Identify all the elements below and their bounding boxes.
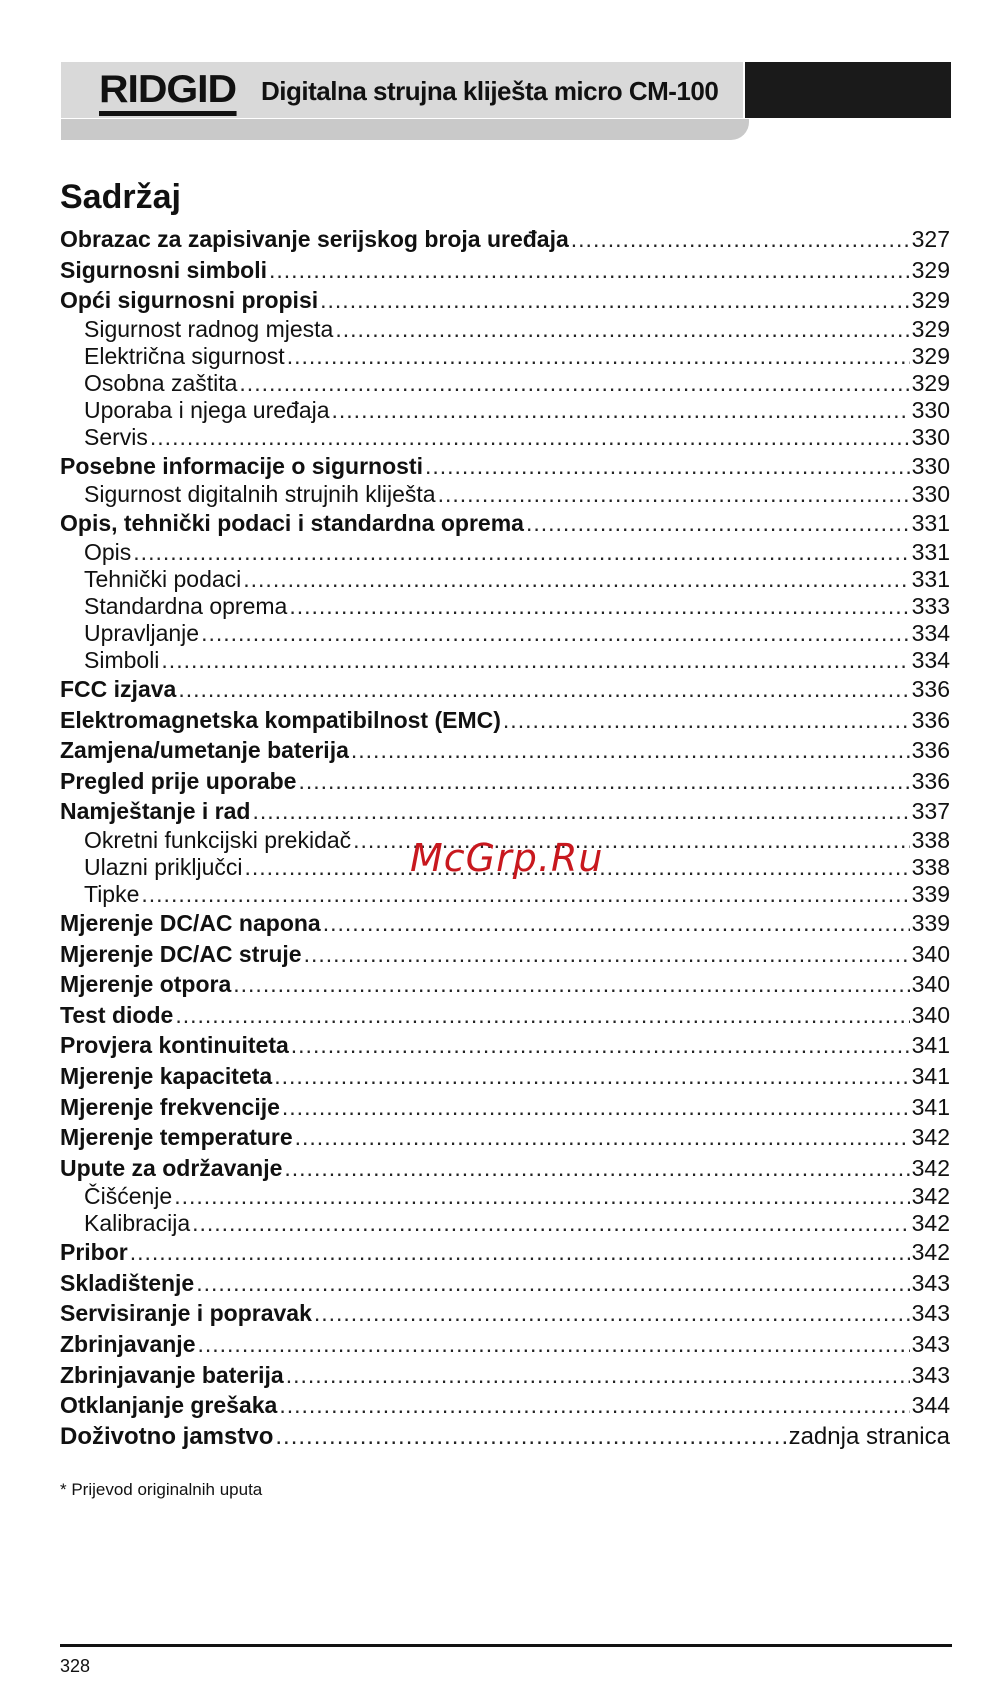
- toc-entry-page: 329: [911, 342, 950, 369]
- toc-entry-page: 342: [911, 1183, 950, 1210]
- toc-entry-page: 340: [911, 971, 950, 998]
- toc-entry-label: Namještanje i rad: [60, 798, 251, 825]
- toc-leader-dots: [351, 735, 910, 766]
- toc-entry[interactable]: [60, 620, 950, 647]
- toc-leader-dots: [233, 969, 909, 1000]
- toc-entry[interactable]: [60, 481, 950, 508]
- toc-entry-page: 336: [911, 767, 950, 794]
- toc-leader-dots: [287, 343, 910, 370]
- toc-entry-label: Zbrinjavanje: [60, 1331, 196, 1358]
- toc-entry-page: 331: [911, 510, 950, 537]
- toc-entry[interactable]: [60, 424, 950, 451]
- toc-entry-label: Ulazni priključci: [84, 853, 243, 880]
- toc-entry-label: Doživotno jamstvo: [60, 1422, 274, 1450]
- ridgid-logo: RIDGID: [99, 71, 236, 116]
- page-header: [61, 62, 951, 118]
- toc-entry-label: Sigurnost digitalnih strujnih kliješta: [84, 481, 436, 508]
- toc-entry-page: 341: [911, 1062, 950, 1089]
- toc-entry-label: Posebne informacije o sigurnosti: [60, 452, 423, 479]
- toc-leader-dots: [571, 224, 910, 255]
- toc-entry-label: Servis: [84, 423, 148, 450]
- toc-entry-page: 343: [911, 1331, 950, 1358]
- toc-entry-label: Obrazac za zapisivanje serijskog broja uređaja: [60, 226, 569, 252]
- toc-entry-label: Test diode: [60, 1001, 174, 1028]
- toc-entry-label: Zbrinjavanje baterija: [60, 1361, 284, 1388]
- toc-entry-page: 336: [911, 737, 950, 764]
- toc-leader-dots: [130, 1237, 910, 1268]
- toc-entry[interactable]: [60, 255, 950, 286]
- toc-entry-page: 343: [911, 1269, 950, 1296]
- toc-entry-page: 339: [911, 909, 950, 936]
- toc-entry-label: Električna sigurnost: [84, 342, 285, 369]
- toc-entry-page: 341: [911, 1032, 950, 1059]
- toc-entry-label: Pregled prije uporabe: [60, 767, 297, 794]
- toc-entry-label: Provjera kontinuiteta: [60, 1032, 289, 1059]
- toc-entry-label: Mjerenje otpora: [60, 971, 232, 998]
- toc-leader-dots: [141, 881, 909, 908]
- toc-leader-dots: [252, 796, 909, 827]
- toc-entry[interactable]: [60, 939, 950, 970]
- toc-entry-label: Uporaba i njega uređaja: [84, 396, 330, 423]
- toc-entry-label: Simboli: [84, 646, 160, 673]
- toc-leader-dots: [201, 620, 910, 647]
- toc-leader-dots: [150, 424, 910, 451]
- toc-entry-page: 342: [911, 1210, 950, 1237]
- toc-entry-label: Pribor: [60, 1239, 128, 1266]
- footer-rule: [60, 1644, 952, 1647]
- toc-entry-page: 340: [911, 1001, 950, 1028]
- toc-entry[interactable]: [60, 908, 950, 939]
- toc-leader-dots: [274, 1061, 909, 1092]
- toc-entry-label: Kalibracija: [84, 1210, 191, 1237]
- toc-entry-label: Čišćenje: [84, 1183, 173, 1210]
- toc-entry-label: Mjerenje kapaciteta: [60, 1062, 273, 1089]
- toc-leader-dots: [269, 255, 910, 286]
- toc-leader-dots: [314, 1298, 910, 1329]
- toc-entry-page: 343: [911, 1300, 950, 1327]
- toc-leader-dots: [175, 1000, 909, 1031]
- toc-entry-page: 338: [911, 826, 950, 853]
- toc-entry-label: Standardna oprema: [84, 592, 288, 619]
- toc-entry-label: Tehnički podaci: [84, 565, 242, 592]
- toc-entry-label: Osobna zaštita: [84, 369, 238, 396]
- toc-entry[interactable]: [60, 766, 950, 797]
- toc-leader-dots: [289, 593, 909, 620]
- toc-entry-page: 327: [911, 226, 950, 252]
- toc-entry[interactable]: [60, 508, 950, 539]
- toc-entry[interactable]: [60, 224, 950, 255]
- toc-entry[interactable]: [60, 451, 950, 482]
- toc-entry[interactable]: [60, 1061, 950, 1092]
- toc-leader-dots: [526, 508, 910, 539]
- toc-leader-dots: [323, 908, 910, 939]
- toc-entry[interactable]: [60, 796, 950, 827]
- toc-leader-dots: [178, 674, 909, 705]
- toc-entry[interactable]: [60, 969, 950, 1000]
- toc-entry[interactable]: [60, 1000, 950, 1031]
- toc-leader-dots: [332, 397, 910, 424]
- toc-entry[interactable]: [60, 881, 950, 908]
- toc-entry-label: Mjerenje frekvencije: [60, 1093, 280, 1120]
- toc-entry[interactable]: [60, 1329, 950, 1360]
- toc-entry-label: Mjerenje DC/AC struje: [60, 940, 302, 967]
- toc-entry-page: 329: [911, 315, 950, 342]
- toc-heading: Sadržaj: [60, 178, 181, 216]
- toc-entry[interactable]: [60, 1092, 950, 1123]
- toc-leader-dots: [197, 1329, 909, 1360]
- toc-entry-page: 334: [911, 619, 950, 646]
- toc-leader-dots: [295, 1122, 910, 1153]
- toc-entry-label: Mjerenje DC/AC napona: [60, 909, 321, 936]
- toc-leader-dots: [282, 1092, 910, 1123]
- toc-entry-page: 329: [911, 287, 950, 314]
- toc-entry[interactable]: [60, 1210, 950, 1237]
- toc-entry-page: 339: [911, 880, 950, 907]
- toc-entry-label: Mjerenje temperature: [60, 1124, 293, 1151]
- toc-leader-dots: [503, 705, 910, 736]
- toc-leader-dots: [196, 1268, 909, 1299]
- document-title: Digitalna strujna kliješta micro CM-100: [261, 76, 719, 106]
- toc-entry[interactable]: [60, 1122, 950, 1153]
- toc-entry[interactable]: [60, 1183, 950, 1210]
- toc-leader-dots: [133, 539, 909, 566]
- toc-entry-label: Skladištenje: [60, 1269, 195, 1296]
- toc-entry-label: Zamjena/umetanje baterija: [60, 737, 349, 764]
- toc-entry-page: 333: [911, 592, 950, 619]
- toc-leader-dots: [286, 1360, 910, 1391]
- toc-entry-page: 336: [911, 706, 950, 733]
- toc-entry[interactable]: [60, 397, 950, 424]
- toc-leader-dots: [320, 285, 909, 316]
- toc-entry[interactable]: [60, 1298, 950, 1329]
- toc-entry[interactable]: [60, 674, 950, 705]
- toc-entry-page: 342: [911, 1154, 950, 1181]
- toc-entry[interactable]: [60, 1237, 950, 1268]
- toc-entry-page: 341: [911, 1093, 950, 1120]
- toc-entry-page: 344: [911, 1392, 950, 1419]
- toc-entry[interactable]: [60, 539, 950, 566]
- toc-entry-page: 342: [911, 1239, 950, 1266]
- toc-entry-page: 334: [911, 646, 950, 673]
- toc-entry[interactable]: [60, 316, 950, 343]
- toc-entry-page: 329: [911, 256, 950, 283]
- toc-leader-dots: [425, 451, 910, 482]
- toc-entry-page: 330: [911, 452, 950, 479]
- toc-entry-label: Upute za održavanje: [60, 1154, 283, 1181]
- toc-entry-label: Tipke: [84, 880, 140, 907]
- toc-leader-dots: [243, 566, 909, 593]
- toc-entry[interactable]: [60, 1153, 950, 1184]
- toc-entry-page: 330: [911, 396, 950, 423]
- toc-leader-dots: [239, 370, 909, 397]
- toc-entry-page: 331: [911, 538, 950, 565]
- toc-entry-page: 338: [911, 853, 950, 880]
- footnote: * Prijevod originalnih uputa: [60, 1480, 263, 1499]
- toc-entry-page: 336: [911, 675, 950, 702]
- toc-entry-label: Opis: [84, 538, 132, 565]
- toc-entry-page: 337: [911, 798, 950, 825]
- toc-entry[interactable]: [60, 566, 950, 593]
- toc-entry-label: Servisiranje i popravak: [60, 1300, 312, 1327]
- toc-entry-page: zadnja stranica: [788, 1422, 950, 1450]
- toc-entry-label: Elektromagnetska kompatibilnost (EMC): [60, 706, 501, 733]
- toc-leader-dots: [298, 766, 909, 797]
- toc-entry[interactable]: [60, 285, 950, 316]
- page-number: 328: [60, 1656, 91, 1676]
- toc-entry[interactable]: [60, 370, 950, 397]
- toc-leader-dots: [284, 1153, 909, 1184]
- toc-entry-page: 329: [911, 369, 950, 396]
- toc-entry[interactable]: [60, 593, 950, 620]
- toc-leader-dots: [174, 1183, 909, 1210]
- toc-entry[interactable]: [60, 705, 950, 736]
- toc-entry[interactable]: [60, 1030, 950, 1061]
- toc-leader-dots: [275, 1421, 786, 1453]
- toc-entry[interactable]: [60, 1268, 950, 1299]
- toc-leader-dots: [279, 1390, 909, 1421]
- toc-entry-page: 330: [911, 481, 950, 508]
- toc-entry-label: Upravljanje: [84, 619, 200, 646]
- header-gray-band: [61, 62, 743, 118]
- toc-entry-label: Sigurnosni simboli: [60, 256, 268, 283]
- toc-entry-page: 343: [911, 1361, 950, 1388]
- toc-entry[interactable]: [60, 1421, 950, 1453]
- toc-entry[interactable]: [60, 343, 950, 370]
- toc-entry[interactable]: [60, 1360, 950, 1391]
- watermark: McGrp.Ru: [410, 836, 604, 880]
- toc-entry-page: 330: [911, 423, 950, 450]
- toc-entry[interactable]: [60, 1390, 950, 1421]
- header-black-band: [745, 62, 951, 118]
- toc-entry-page: 342: [911, 1124, 950, 1151]
- toc-entry-label: Okretni funkcijski prekidač: [84, 826, 352, 853]
- toc-entry-label: Opći sigurnosni propisi: [60, 287, 319, 314]
- toc-entry[interactable]: [60, 735, 950, 766]
- toc-leader-dots: [304, 939, 910, 970]
- header-underline-band: [61, 119, 749, 140]
- toc-entry[interactable]: [60, 647, 950, 674]
- toc-entry-page: 340: [911, 940, 950, 967]
- toc-leader-dots: [192, 1210, 910, 1237]
- toc-entry-label: Sigurnost radnog mjesta: [84, 315, 334, 342]
- toc-leader-dots: [161, 647, 909, 674]
- toc-entry-label: Opis, tehnički podaci i standardna oprema: [60, 510, 524, 537]
- toc-leader-dots: [438, 481, 910, 508]
- toc-entry-label: Otklanjanje grešaka: [60, 1392, 278, 1419]
- toc-entry-label: FCC izjava: [60, 675, 177, 702]
- toc-leader-dots: [335, 316, 909, 343]
- toc-entry-page: 331: [911, 565, 950, 592]
- toc-leader-dots: [291, 1030, 910, 1061]
